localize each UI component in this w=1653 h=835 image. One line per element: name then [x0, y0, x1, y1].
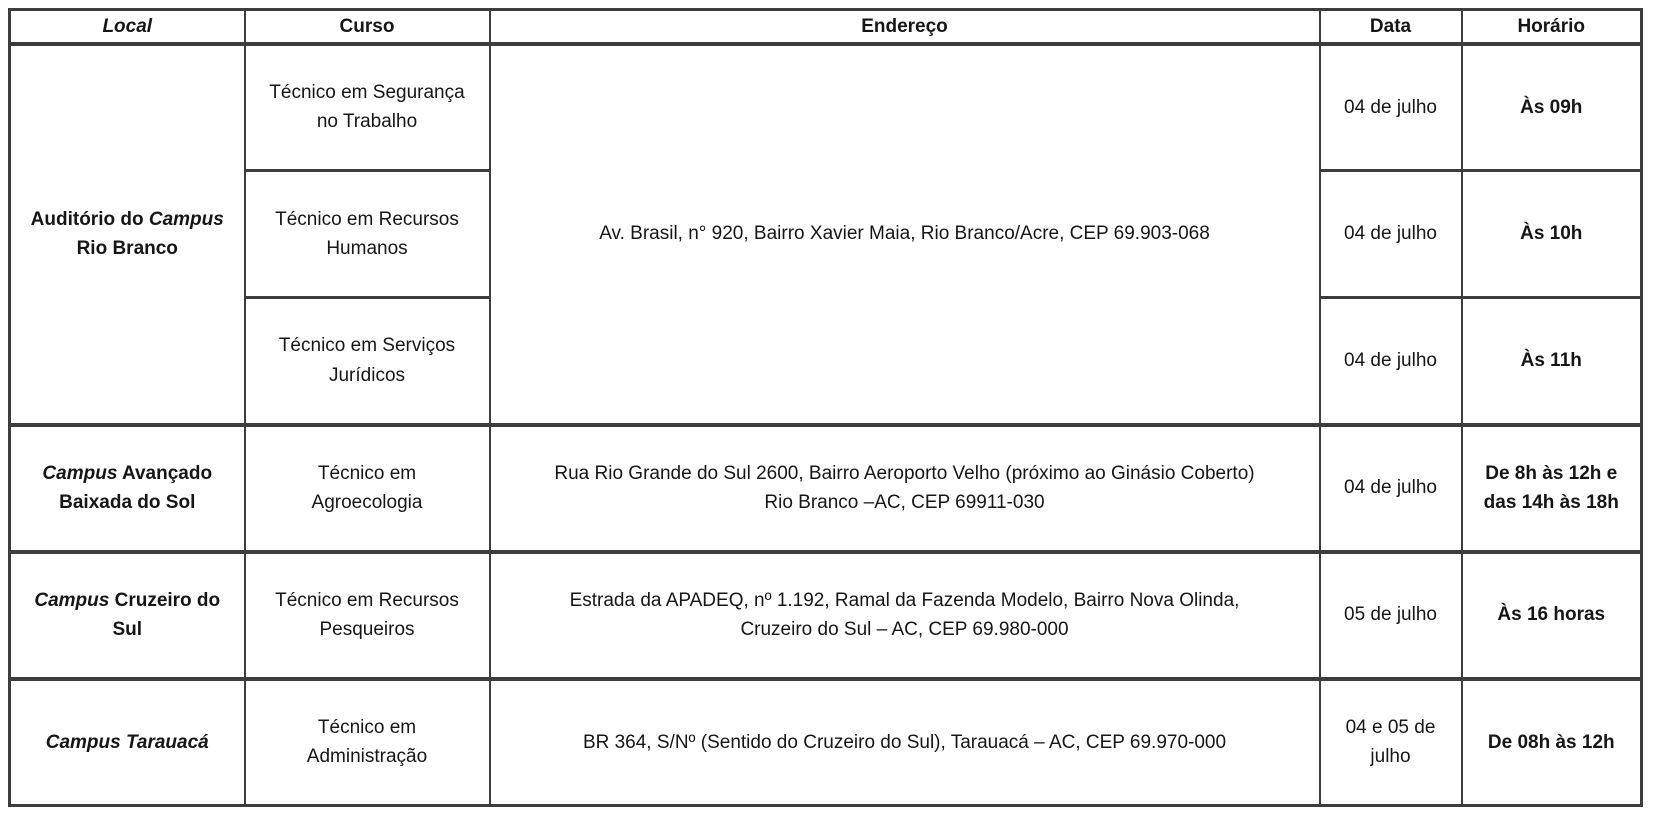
local-line: Campus Tarauacá — [45, 731, 209, 753]
text-line: Administração — [306, 746, 428, 768]
table-row — [10, 44, 1642, 171]
text-line: Rua Rio Grande do Sul 2600, Bairro Aeroporto Velho (próximo ao Ginásio Coberto) — [554, 462, 1255, 484]
header-row — [10, 10, 1642, 44]
horario-cell — [1462, 552, 1642, 679]
text-line: Técnico em Serviços — [278, 335, 456, 357]
data-cell — [1320, 298, 1462, 425]
curso-cell — [245, 425, 490, 552]
text-line: 04 de julho — [1344, 477, 1437, 499]
text-line: 04 de julho — [1344, 96, 1437, 118]
local-line — [21, 205, 234, 234]
text-line: 04 de julho — [1344, 223, 1437, 245]
table-row — [10, 425, 1642, 552]
text-line: Av. Brasil, n° 920, Bairro Xavier Maia, Rio Branco/Acre, CEP 69.903-068 — [599, 223, 1210, 245]
endereco-cell — [490, 425, 1320, 552]
local-line — [21, 586, 234, 615]
text-line: Técnico em Segurança — [269, 81, 465, 103]
horario-cell — [1462, 171, 1642, 298]
endereco-cell — [490, 679, 1320, 806]
text-line: Estrada da APADEQ, nº 1.192, Ramal da Fazenda Modelo, Bairro Nova Olinda, — [569, 589, 1240, 611]
data-cell — [1320, 171, 1462, 298]
horario-cell — [1462, 298, 1642, 425]
text-line: Técnico em — [317, 716, 417, 738]
local-campus-italic: Campus — [34, 589, 110, 611]
text-line: Às 16 horas — [1497, 604, 1606, 626]
text-line: BR 364, S/Nº (Sentido do Cruzeiro do Sul), Tarauacá – AC, CEP 69.970-000 — [582, 731, 1227, 753]
text-line: 04 e 05 de — [1345, 716, 1436, 738]
text-line: Às 11h — [1520, 350, 1582, 372]
text-line: 05 de julho — [1344, 604, 1437, 626]
local-line — [21, 459, 234, 488]
horario-cell — [1462, 679, 1642, 806]
text-line: Às 09h — [1520, 96, 1583, 118]
text-line: Às 10h — [1520, 223, 1583, 245]
text-line: das 14h às 18h — [1483, 492, 1619, 513]
text-line: Jurídicos — [328, 364, 406, 386]
schedule-table — [8, 8, 1643, 807]
local-text: Cruzeiro do — [109, 589, 221, 611]
text-line: Técnico em Recursos — [275, 589, 459, 611]
curso-cell — [245, 44, 490, 171]
header-curso: Curso — [245, 10, 490, 44]
curso-cell — [245, 552, 490, 679]
text-line: Técnico em Recursos — [275, 208, 459, 230]
local-text: Auditório do — [30, 208, 149, 230]
curso-cell — [245, 298, 490, 425]
table-row — [10, 552, 1642, 679]
header-local: Local — [10, 10, 245, 44]
local-text: Avançado — [117, 462, 213, 484]
local-cell-tarauaca — [10, 679, 245, 806]
data-cell — [1320, 425, 1462, 552]
table-row — [10, 679, 1642, 806]
data-cell — [1320, 552, 1462, 679]
text-line: Rio Branco –AC, CEP 69911-030 — [764, 492, 1045, 513]
text-line: De 8h às 12h e — [1485, 462, 1618, 484]
header-data: Data — [1320, 10, 1462, 44]
curso-cell — [245, 679, 490, 806]
text-line: julho — [1370, 746, 1411, 768]
local-campus-italic: Campus — [42, 462, 118, 484]
local-line: Rio Branco — [76, 238, 178, 259]
endereco-cell — [490, 552, 1320, 679]
curso-cell — [245, 171, 490, 298]
text-line: Técnico em — [317, 462, 417, 484]
header-horario: Horário — [1462, 10, 1642, 44]
header-endereco: Endereço — [490, 10, 1320, 44]
text-line: Humanos — [326, 238, 408, 259]
endereco-cell — [490, 44, 1320, 425]
horario-cell — [1462, 44, 1642, 171]
data-cell — [1320, 679, 1462, 806]
text-line: Cruzeiro do Sul – AC, CEP 69.980-000 — [740, 619, 1069, 640]
horario-cell — [1462, 425, 1642, 552]
local-line: Baixada do Sol — [59, 492, 196, 513]
text-line: 04 de julho — [1344, 350, 1437, 372]
text-line: Pesqueiros — [319, 619, 415, 640]
local-cell-rio-branco — [10, 44, 245, 425]
text-line: Agroecologia — [311, 492, 423, 513]
data-cell — [1320, 44, 1462, 171]
local-line: Sul — [112, 619, 143, 640]
local-campus-italic: Campus — [148, 208, 224, 230]
local-cell-baixada-do-sol — [10, 425, 245, 552]
text-line: no Trabalho — [316, 111, 418, 133]
local-cell-cruzeiro-do-sul — [10, 552, 245, 679]
text-line: De 08h às 12h — [1487, 731, 1615, 753]
